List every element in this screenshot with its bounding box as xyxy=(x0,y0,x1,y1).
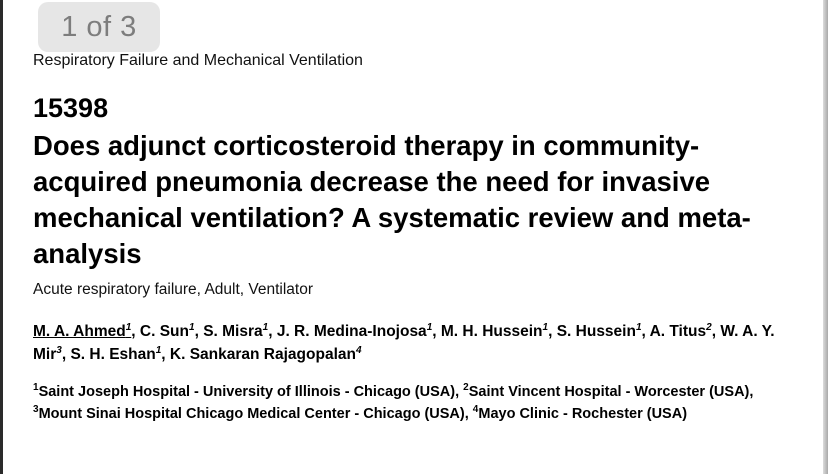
author-affiliation-mark: 3 xyxy=(56,344,62,356)
author-affiliation-mark: 1 xyxy=(155,344,162,356)
author-affiliation-mark: 1 xyxy=(426,321,433,333)
author-name: S. Misra$^1$ xyxy=(203,321,269,340)
affiliation xyxy=(33,406,465,422)
author-name: S. H. Eshan$^1$ xyxy=(70,344,162,363)
affiliation-mark: 1 xyxy=(33,382,39,394)
abstract-number: 15398 xyxy=(33,93,109,123)
abstract-category: Respiratory Failure and Mechanical Ventilation xyxy=(33,52,363,69)
affiliation xyxy=(463,384,749,400)
affiliation-list: $^1$Saint Joseph Hospital - University of Illinois - Chicago (USA), $^2$Saint Vincent Hospital - Worcester (USA), $^3$Mount Sinai Hospital Chicago Medical Center - Chicago (USA), $^4$Mayo Clinic - Rochester (USA) xyxy=(33,382,754,422)
author xyxy=(170,346,362,363)
author-name: W. A. Y. Mir$^3$ xyxy=(33,323,775,363)
author-name: J. R. Medina-Inojosa$^1$ xyxy=(276,321,433,340)
author-name: A. Titus$^2$ xyxy=(649,321,712,340)
author-name: M. H. Hussein$^1$ xyxy=(440,321,549,340)
affiliation-mark: 3 xyxy=(33,404,39,416)
author xyxy=(140,323,195,340)
author xyxy=(557,323,642,340)
affiliation-text: Saint Joseph Hospital - University of Illinois - Chicago (USA) xyxy=(38,384,456,400)
affiliation-mark: 2 xyxy=(463,382,469,394)
author-name: C. Sun$^1$ xyxy=(139,321,195,340)
author-affiliation-mark: 4 xyxy=(355,344,362,356)
author xyxy=(441,323,548,340)
left-edge-shadow xyxy=(0,0,3,474)
affiliation-mark: 4 xyxy=(472,404,479,416)
page-indicator: 1 of 3 xyxy=(38,2,160,52)
author xyxy=(277,323,432,340)
affiliation xyxy=(473,406,687,422)
author-name: S. Hussein$^1$ xyxy=(556,321,642,340)
affiliation-text: Saint Vincent Hospital - Worcester (USA) xyxy=(468,384,750,400)
author xyxy=(650,323,712,340)
author-affiliation-mark: 2 xyxy=(706,321,712,333)
right-edge-shadow xyxy=(823,0,828,474)
author-name: M. A. Ahmed$^1$ xyxy=(33,321,132,340)
affiliation-text: Mayo Clinic - Rochester (USA) xyxy=(478,406,688,422)
abstract-keywords: Acute respiratory failure, Adult, Ventilator xyxy=(33,281,314,298)
affiliation-text: Mount Sinai Hospital Chicago Medical Center - Chicago (USA) xyxy=(38,406,465,422)
affiliation xyxy=(33,384,455,400)
author xyxy=(203,323,268,340)
author-list: M. A. Ahmed$^1$, C. Sun$^1$, S. Misra$^1$, J. R. Medina-Inojosa$^1$, M. H. Hussein$^1$, S. Hussein$^1$, A. Titus$^2$, W. A. Y. Mir$^3$, S. H. Eshan$^1$, K. Sankaran Rajagopalan$^4$ xyxy=(33,321,775,363)
author-affiliation-mark: 1 xyxy=(542,321,549,333)
author xyxy=(70,346,161,363)
author-affiliation-mark: 1 xyxy=(262,321,269,333)
author-affiliation-mark: 1 xyxy=(125,321,132,333)
author-affiliation-mark: 1 xyxy=(189,321,195,333)
author-affiliation-mark: 1 xyxy=(635,321,642,333)
abstract-title: Does adjunct corticosteroid therapy in community-acquired pneumonia decrease the need for invasive mechanical ventilation? A systematic review and meta-analysis xyxy=(33,130,751,269)
author-presenter xyxy=(33,323,131,340)
author-name: K. Sankaran Rajagopalan$^4$ xyxy=(169,344,362,363)
